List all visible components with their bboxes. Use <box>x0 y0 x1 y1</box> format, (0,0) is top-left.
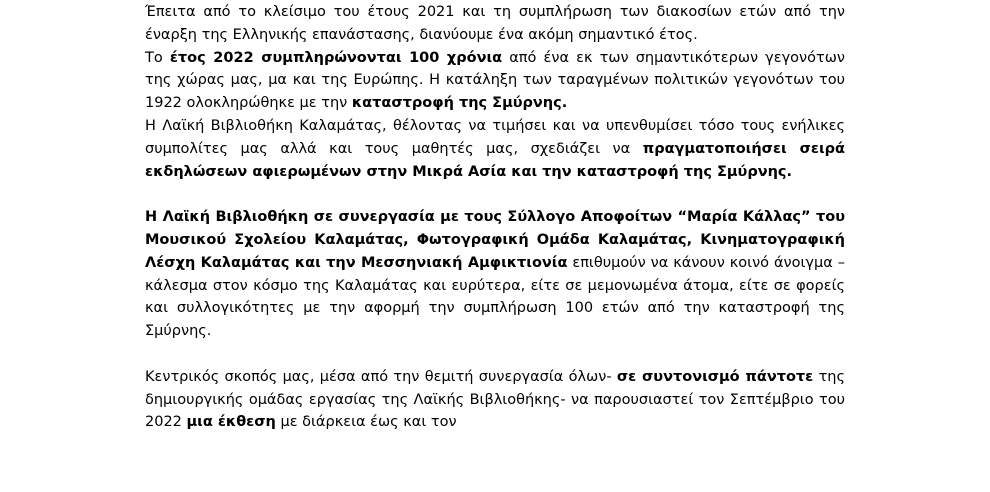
paragraph-anniversary <box>145 47 845 115</box>
paragraph-gap <box>145 183 845 206</box>
collaboration-text: επιθυμούν να κάνουν κοινό άνοιγμα – κάλεσμα στον κόσμο της Καλαμάτας και ευρύτερα, είτε σε μεμονωμένα άτομα, είτε σε φορείς και συλλογικότητες με την αφορμή την συμπλήρωση 100 ετών από την καταστροφή της Σμύρνης. <box>145 254 845 340</box>
purpose-bold-1: σε συντονισμό πάντοτε <box>616 368 814 385</box>
paragraph-intro <box>145 1 845 47</box>
paragraph-library-plan <box>145 115 845 183</box>
paragraph-gap <box>145 343 845 366</box>
document-page <box>145 0 845 434</box>
anniversary-bold-2: καταστροφή της Σμύρνης. <box>351 95 568 112</box>
anniversary-bold-1: έτος 2022 συμπληρώνονται 100 χρόνια <box>169 49 503 66</box>
paragraph-intro-text: Έπειτα από το κλείσιμο του έτους 2021 και τη συμπλήρωση των διακοσίων ετών από την έναρξη της Ελληνικής επανάστασης, διανύουμε ένα ακόμη σημαντικό έτος. <box>145 4 845 43</box>
collaboration-bold: Η Λαϊκή Βιβλιοθήκη σε συνεργασία με τους Σύλλογο Αποφοίτων “Μαρία Κάλλας” του Μουσικού Σχολείου Καλαμάτας, Φωτογραφική Ομάδα Καλαμάτας, Κινηματογραφική Λέσχη Καλαμάτας και την Μεσσηνιακή Αμφικτιονία <box>145 209 845 271</box>
paragraph-collaboration <box>145 206 845 343</box>
library-plan-bold: πραγματοποιήσει σειρά εκδηλώσεων αφιερωμένων στην Μικρά Ασία και την καταστροφή της Σμύρνης. <box>145 140 845 180</box>
anniversary-text-1: Το <box>145 49 170 66</box>
paragraph-purpose <box>145 366 845 434</box>
purpose-text-3: με διάρκεια έως και τον <box>275 414 457 431</box>
library-plan-text: Η Λαϊκή Βιβλιοθήκη Καλαμάτας, θέλοντας να τιμήσει και να υπενθυμίσει τόσο τους ενήλικες συμπολίτες μας αλλά και τους μαθητές μας, σχεδιάζει να <box>145 117 845 157</box>
anniversary-text-2: από ένα εκ των σημαντικότερων γεγονότων της χώρας μας, μα και της Ευρώπης. Η κατάληξη των ταραγμένων πολιτικών γεγονότων του 1922 ολοκληρώθηκε με την <box>145 49 845 112</box>
purpose-text-2: της δημιουργικής ομάδας εργασίας της Λαϊκής Βιβλιοθήκης- να παρουσιαστεί τον Σεπτέμβριο του 2022 <box>145 368 845 431</box>
purpose-text-1: Κεντρικός σκοπός μας, μέσα από την θεμιτή συνεργασία όλων- <box>145 368 617 385</box>
purpose-bold-2: μια έκθεση <box>186 414 276 431</box>
